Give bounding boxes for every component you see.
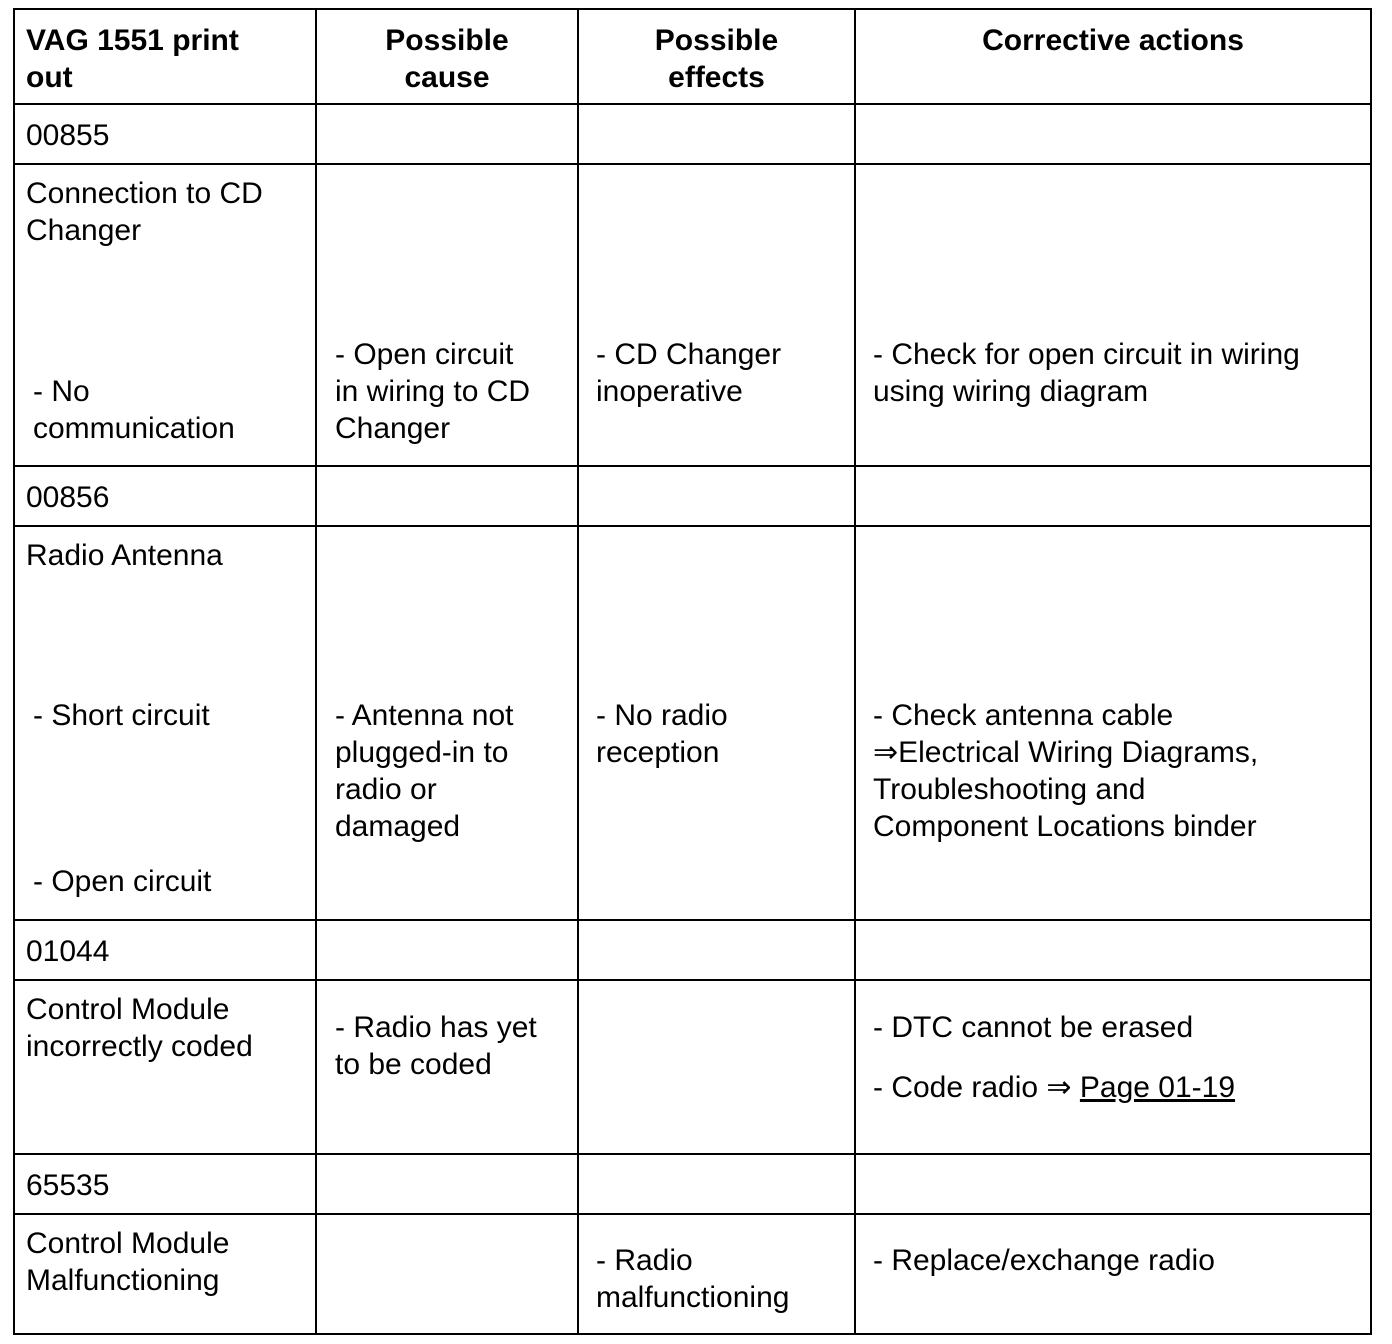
empty-cell: [578, 920, 855, 980]
effects-text: - CD Changer: [596, 338, 782, 371]
description-text: Radio Antenna: [26, 539, 223, 572]
action-prefix: - Code radio ⇒: [873, 1071, 1080, 1104]
detail-row-00856: [14, 526, 1371, 920]
code-row-01044: [14, 920, 1371, 980]
description-text: Connection to CD: [26, 177, 263, 210]
actions-cell: [855, 980, 1371, 1154]
cause-text: - Open circuit: [335, 338, 514, 371]
dtc-code: [14, 920, 316, 980]
action-text: - Check antenna cable: [873, 699, 1174, 732]
effects-cell: [578, 1214, 855, 1334]
description-text: Malfunctioning: [26, 1264, 220, 1297]
effects-text: reception: [596, 736, 720, 769]
cause-text: to be coded: [335, 1048, 492, 1081]
dtc-table: [13, 8, 1372, 1335]
description-text: Control Module: [26, 1227, 230, 1260]
dtc-code: [14, 1154, 316, 1214]
empty-cell: [855, 466, 1371, 526]
code-row-00855: [14, 104, 1371, 164]
action-text: using wiring diagram: [873, 375, 1149, 408]
description-cell: [14, 164, 316, 466]
empty-cell: [316, 920, 578, 980]
effects-cell: [578, 164, 855, 466]
empty-cell: [316, 104, 578, 164]
effects-text: inoperative: [596, 375, 743, 408]
actions-cell: [855, 1214, 1371, 1334]
page-link[interactable]: Page 01-19: [1079, 1071, 1236, 1104]
header-text: Corrective actions: [982, 24, 1244, 57]
empty-cell: [855, 920, 1371, 980]
description-cell: [14, 1214, 316, 1334]
header-text: VAG 1551 print: [26, 24, 239, 57]
cause-cell: [316, 164, 578, 466]
action-text: - Check for open circuit in wiring: [873, 338, 1300, 371]
empty-cell: [855, 1154, 1371, 1214]
header-vag-printout: [14, 9, 316, 104]
cause-text: - Antenna not: [335, 699, 514, 732]
effects-cell: [578, 980, 855, 1154]
cause-text: plugged-in to: [335, 736, 509, 769]
header-text: Possible: [385, 24, 509, 57]
condition-text: - Open circuit: [33, 865, 212, 898]
description-text: incorrectly coded: [26, 1030, 253, 1063]
dtc-code-text: 65535: [26, 1169, 110, 1202]
description-text: Changer: [26, 214, 142, 247]
empty-cell: [855, 104, 1371, 164]
header-text: effects: [668, 61, 765, 94]
header-text: cause: [404, 61, 490, 94]
action-text: Component Locations binder: [873, 810, 1257, 843]
description-cell: [14, 980, 316, 1154]
detail-row-65535: [14, 1214, 1371, 1334]
condition-text: - Short circuit: [33, 699, 210, 732]
header-row: [14, 9, 1371, 104]
code-row-00856: [14, 466, 1371, 526]
condition-text: - No: [33, 375, 90, 408]
dtc-code-text: 00855: [26, 119, 110, 152]
detail-row-01044: [14, 980, 1371, 1154]
dtc-code-text: 01044: [26, 935, 110, 968]
code-row-65535: [14, 1154, 1371, 1214]
effects-text: - Radio: [596, 1244, 693, 1277]
effects-text: - No radio: [596, 699, 728, 732]
cause-text: in wiring to CD: [335, 375, 531, 408]
description-cell: [14, 526, 316, 920]
header-possible-effects: [578, 9, 855, 104]
cause-cell: [316, 1214, 578, 1334]
effects-cell: [578, 526, 855, 920]
effects-text: malfunctioning: [596, 1281, 790, 1314]
empty-cell: [316, 1154, 578, 1214]
empty-cell: [316, 466, 578, 526]
cause-text: Changer: [335, 412, 451, 445]
header-text: Possible: [654, 24, 779, 57]
header-corrective-actions: [855, 9, 1371, 104]
cause-text: - Radio has yet: [335, 1011, 537, 1044]
actions-cell: [855, 526, 1371, 920]
action-text: - DTC cannot be erased: [873, 1011, 1194, 1044]
condition-text: communication: [33, 412, 235, 445]
empty-cell: [578, 466, 855, 526]
cause-text: radio or: [335, 773, 437, 806]
empty-cell: [578, 1154, 855, 1214]
cause-cell: [316, 526, 578, 920]
empty-cell: [578, 104, 855, 164]
header-text: out: [26, 61, 73, 94]
dtc-code: [14, 104, 316, 164]
detail-row-00855: [14, 164, 1371, 466]
action-text: Troubleshooting and: [873, 773, 1146, 806]
action-text: ⇒Electrical Wiring Diagrams,: [873, 736, 1259, 769]
description-text: Control Module: [26, 993, 230, 1026]
dtc-code: [14, 466, 316, 526]
actions-cell: [855, 164, 1371, 466]
cause-text: damaged: [335, 810, 461, 843]
header-possible-cause: [316, 9, 578, 104]
dtc-code-text: 00856: [26, 481, 110, 514]
action-text: [873, 1069, 1370, 1106]
action-text: - Replace/exchange radio: [873, 1244, 1215, 1277]
cause-cell: [316, 980, 578, 1154]
